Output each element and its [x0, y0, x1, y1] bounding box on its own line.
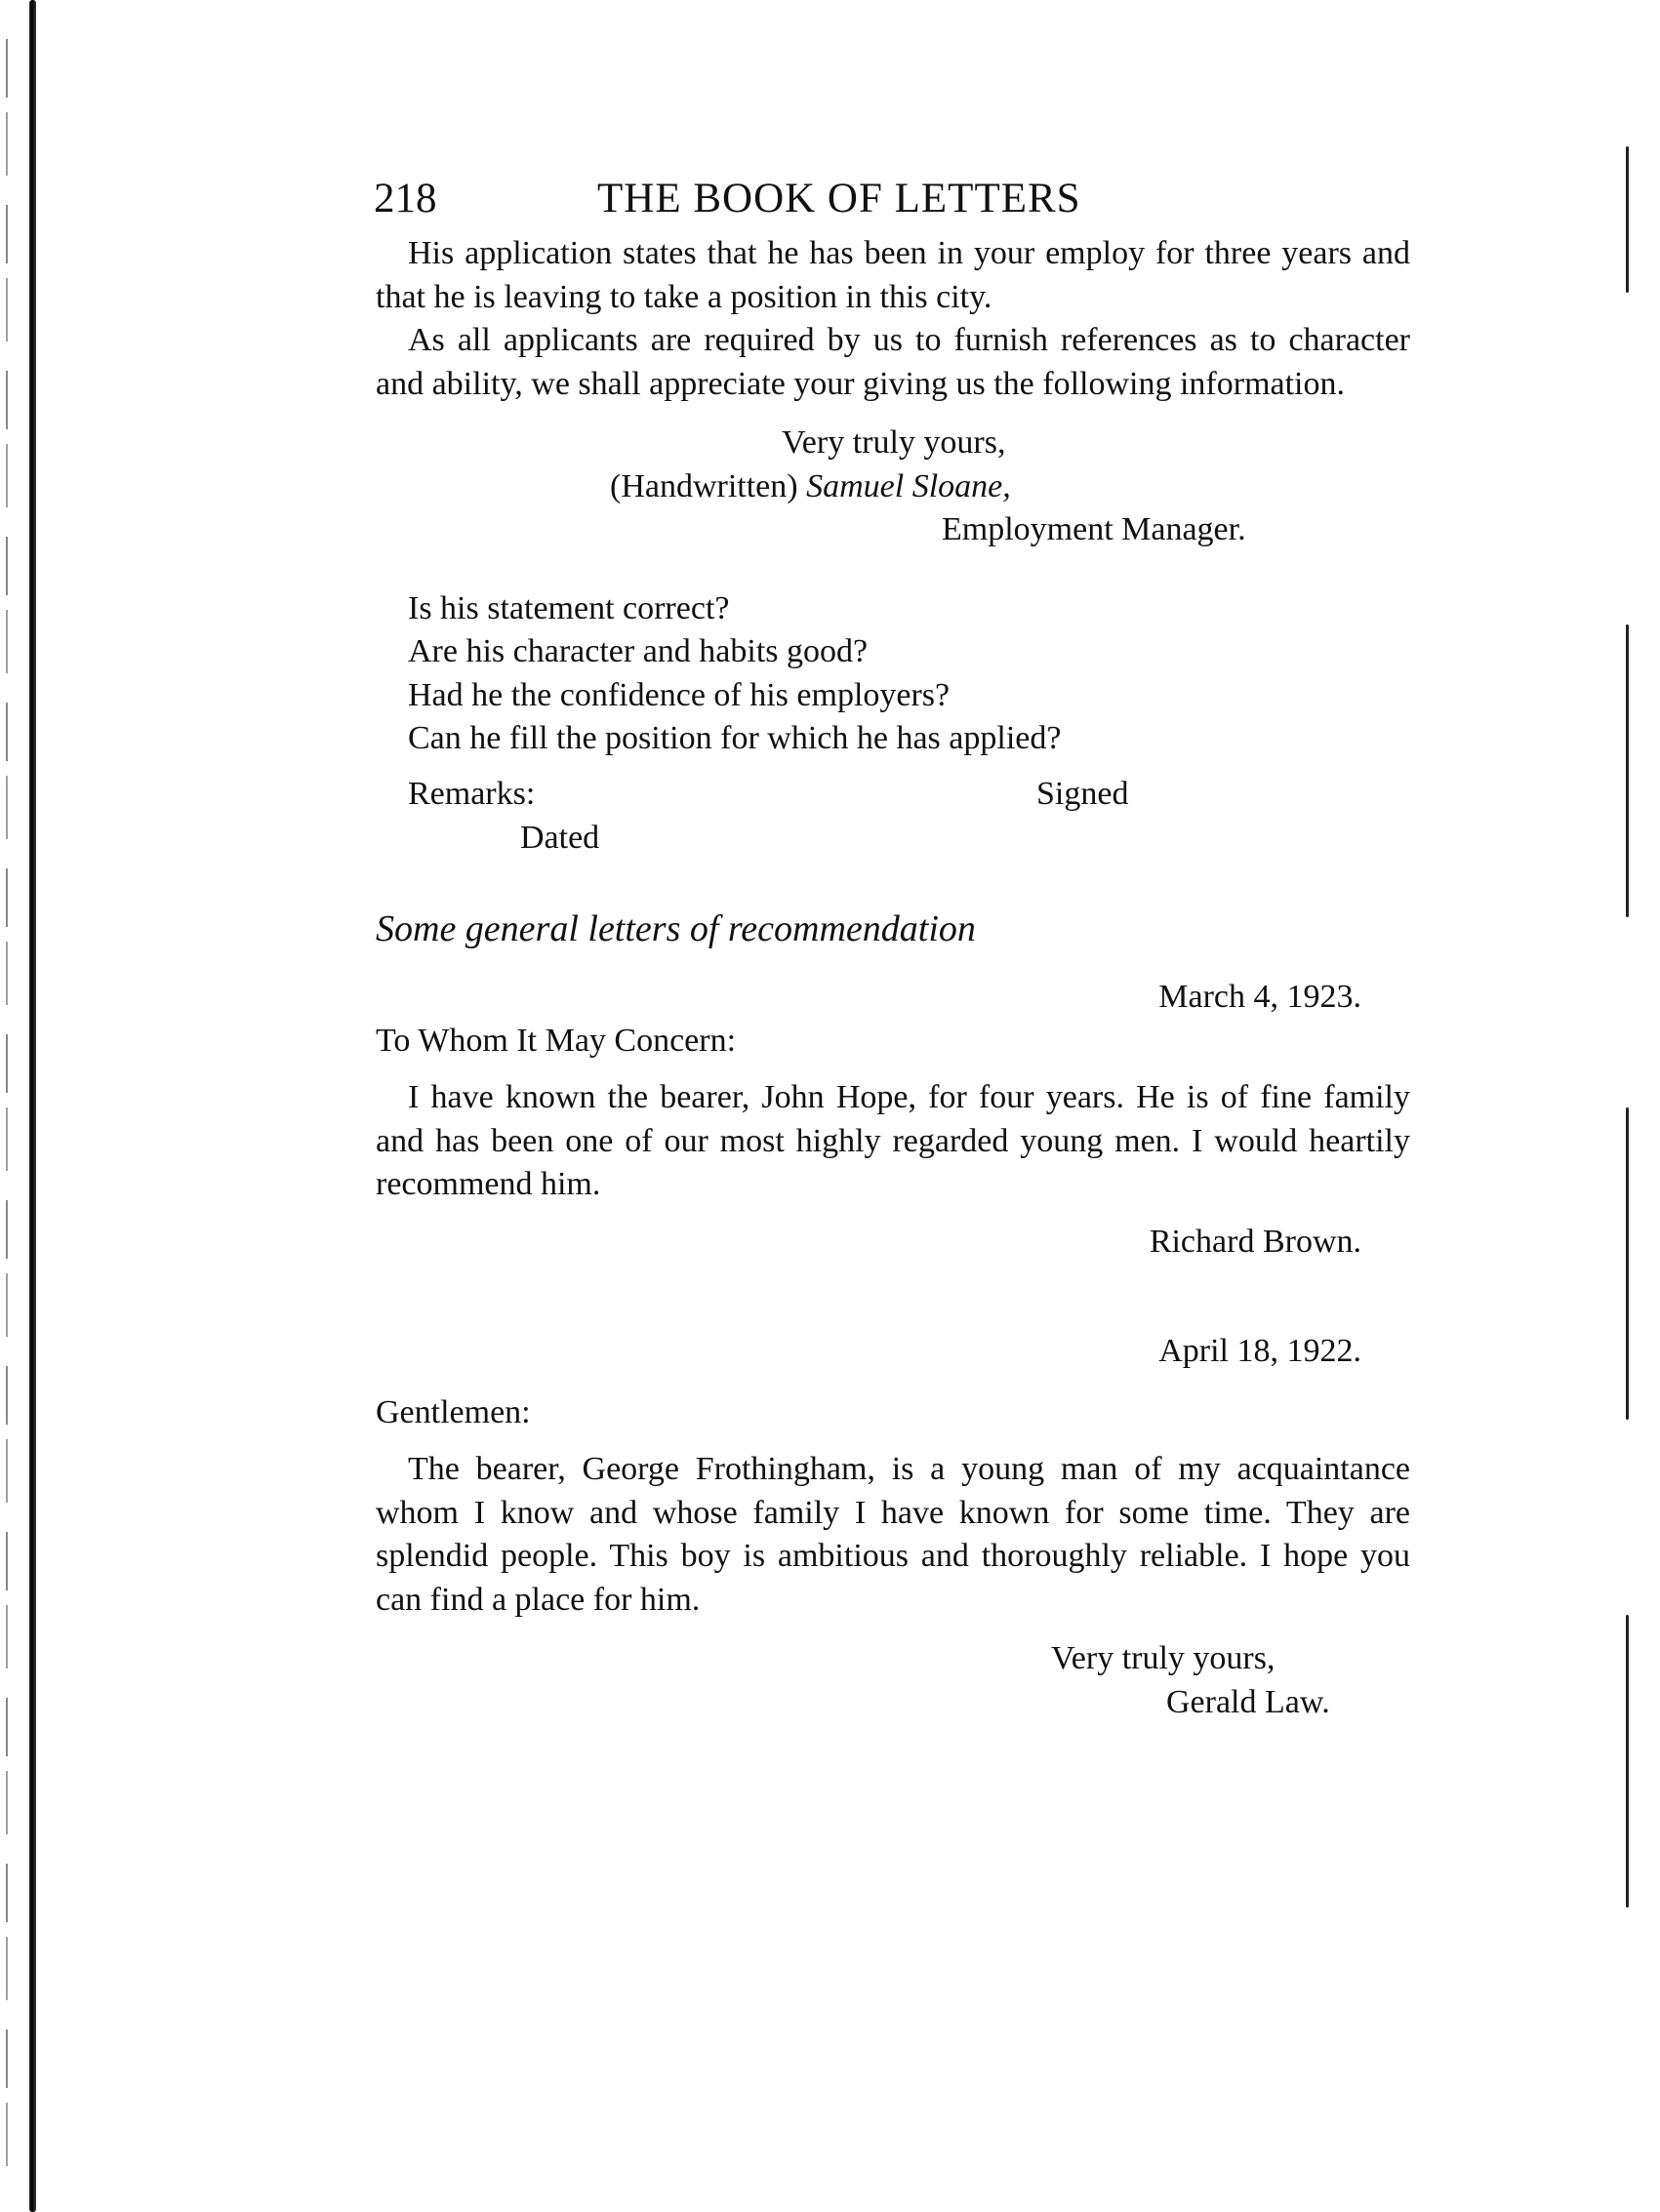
section-heading: Some general letters of recommendation	[376, 907, 976, 949]
scan-margin-mark	[6, 39, 8, 2186]
book-page	[376, 166, 1410, 1724]
question-item: Are his character and habits good?	[408, 633, 869, 669]
signed-label: Signed	[1036, 775, 1129, 812]
letter1-closing: Very truly yours,	[782, 424, 1006, 461]
scan-right-edge-mark	[1626, 146, 1629, 293]
letter2-salutation: To Whom It May Concern:	[376, 1022, 737, 1059]
letter2-signature: Richard Brown.	[1149, 1223, 1361, 1260]
handwritten-note: (Handwritten)	[610, 467, 798, 504]
letter1-paragraph: His application states that he has been in your employ for three years and that he is leaving to take a position in this city.	[376, 235, 1410, 315]
dated-label: Dated	[520, 819, 600, 856]
question-item: Had he the confidence of his employers?	[408, 676, 951, 713]
letter2-date: March 4, 1923.	[1158, 979, 1361, 1015]
question-item: Can he fill the position for which he has applied?	[408, 720, 1062, 756]
letter3-salutation: Gentlemen:	[376, 1393, 531, 1430]
form-fields	[376, 773, 1410, 861]
letter2-body: I have known the bearer, John Hope, for four years. He is of fine family and has been one of our most highly regarded young men. I would heartily recommend him.	[376, 1079, 1410, 1202]
letter3-body: The bearer, George Frothingham, is a young man of my acquaintance whom I know and whose family I have known for some time. They are splendid people. This boy is ambitious and thoroughly reliable. I hope you can find a place for him.	[376, 1451, 1410, 1618]
scan-right-edge-mark	[1626, 1615, 1629, 1908]
scan-binding-edge	[29, 0, 36, 2212]
letter1-title: Employment Manager.	[942, 511, 1246, 547]
running-head	[376, 166, 1410, 224]
letter1-paragraph: As all applicants are required by us to furnish references as to character and ability, we shall appreciate your giving us the following information.	[376, 322, 1410, 402]
question-list	[376, 587, 1410, 761]
running-title: THE BOOK OF LETTERS	[597, 176, 1081, 221]
page-number: 218	[374, 176, 437, 221]
remarks-label: Remarks:	[408, 775, 536, 812]
letter3-closing: Very truly yours,	[1051, 1640, 1275, 1676]
question-item: Is his statement correct?	[408, 589, 730, 626]
letter1-closing-block	[376, 422, 1410, 552]
letter1-signature: Samuel Sloane,	[806, 467, 1011, 504]
letter1-signature-line	[376, 465, 1410, 509]
scan-right-edge-mark	[1626, 624, 1629, 917]
letter3-date: April 18, 1922.	[1158, 1333, 1361, 1369]
scan-right-edge-mark	[1626, 1107, 1629, 1420]
letter3-signature: Gerald Law.	[1166, 1683, 1330, 1720]
